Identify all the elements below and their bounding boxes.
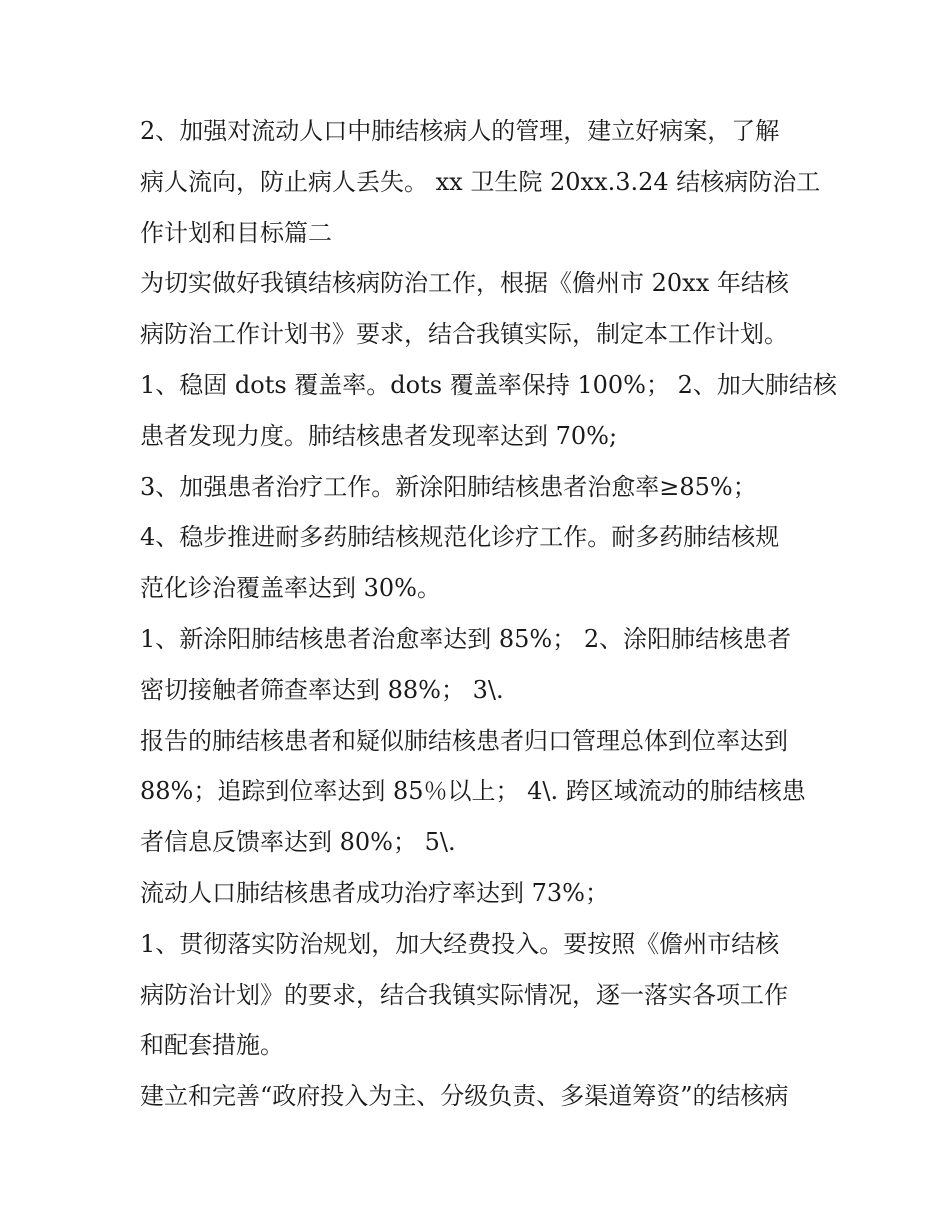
text-line: 范化诊治覆盖率达到 30%。: [140, 574, 441, 603]
text-line: 流动人口肺结核患者成功治疗率达到 73%；: [140, 878, 609, 907]
text-line: 88%；追踪到位率达到 85％以上； 4\. 跨区域流动的肺结核患: [140, 777, 806, 806]
text-line: 1、贯彻落实防治规划，加大经费投入。要按照《儋州市结核: [140, 929, 780, 958]
document-body: [140, 106, 837, 1122]
text-line: 为切实做好我镇结核病防治工作，根据《儋州市 20xx 年结核: [140, 269, 789, 298]
text-line: 1、新涂阳肺结核患者治愈率达到 85%； 2、涂阳肺结核患者: [140, 624, 792, 653]
text-line: 报告的肺结核患者和疑似肺结核患者归口管理总体到位率达到: [140, 726, 788, 755]
text-line: 病人流向，防止病人丢失。 xx 卫生院 20xx.3.24 结核病防治工: [140, 167, 821, 196]
text-line: 作计划和目标篇二: [140, 218, 332, 247]
text-line: 病防治工作计划书》要求，结合我镇实际，制定本工作计划。: [140, 320, 788, 349]
text-line: 1、稳固 dots 覆盖率。dots 覆盖率保持 100%； 2、加大肺结核: [140, 370, 837, 399]
text-line: 密切接触者筛查率达到 88%； 3\.: [140, 675, 504, 704]
text-line: 3、加强患者治疗工作。新涂阳肺结核患者治愈率≥85%；: [140, 472, 757, 501]
text-line: 患者发现力度。肺结核患者发现率达到 70%;: [140, 421, 618, 450]
text-line: 和配套措施。: [140, 1031, 284, 1060]
text-line: 病防治计划》的要求，结合我镇实际情况，逐一落实各项工作: [140, 980, 788, 1009]
text-line: 者信息反馈率达到 80%； 5\.: [140, 828, 456, 857]
text-line: 2、加强对流动人口中肺结核病人的管理，建立好病案，了解: [140, 117, 780, 145]
text-line: 建立和完善“政府投入为主、分级负责、多渠道筹资”的结核病: [140, 1082, 789, 1111]
text-line: 4、稳步推进耐多药肺结核规范化诊疗工作。耐多药肺结核规: [140, 523, 780, 552]
